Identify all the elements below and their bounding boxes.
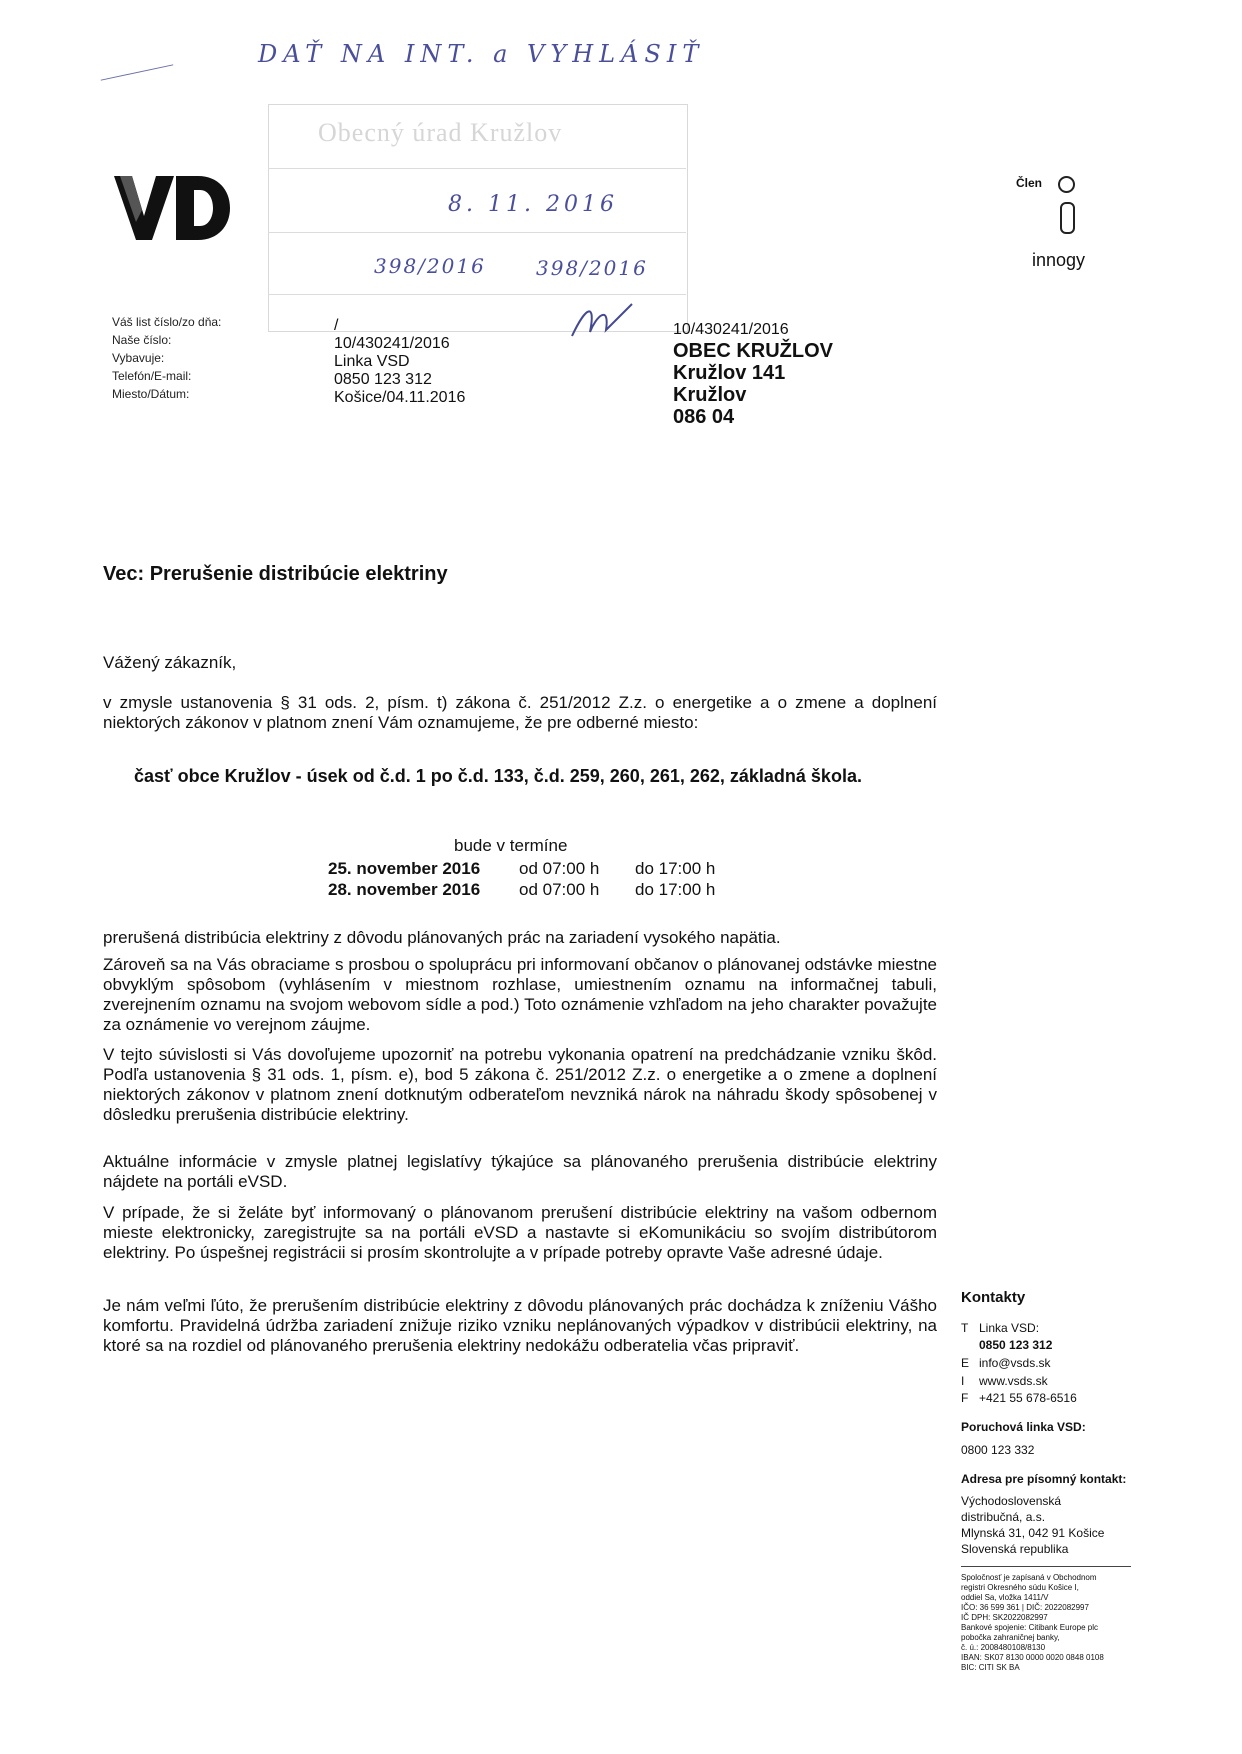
fault-line-title: Poruchová linka VSD:: [961, 1420, 1086, 1434]
time-from: od 07:00 h: [519, 880, 600, 899]
location: časť obce Kružlov - úsek od č.d. 1 po č.d. 133, č.d. 259, 260, 261, 262, základná škola.: [134, 766, 862, 786]
recipient-line: OBEC KRUŽLOV: [673, 340, 833, 362]
postal-address: Východoslovenská distribučná, a.s. Mlynská 31, 042 91 Košice Slovenská republika: [961, 1494, 1105, 1556]
innogy-brand: innogy: [1032, 250, 1086, 270]
recipient-line: 086 04: [673, 406, 735, 428]
contacts-title: Kontakty: [961, 1289, 1026, 1306]
date: 28. november 2016: [328, 880, 481, 899]
legal-info: Spoločnosť je zapísaná v Obchodnom registri Okresného súdu Košice I, oddiel Sa, vložka 1411/V IČO: 36 599 361 | DIČ: 2022082997 IČ DPH: SK2022082997 Bankové spojenie: Citibank Europe plc pobočka zahraničnej banky, č. ú.: 2008480108/8130 IBAN: SK07 8130 0000 0020 0848 0108 BIC: CITI SK BA: [961, 1573, 1104, 1672]
value-place-date: Košice/04.11.2016: [334, 389, 466, 406]
logo-icon: [114, 176, 232, 240]
handwritten-note: DAŤ NA INT. a VYHLÁSIŤ: [258, 40, 705, 68]
value-phone: 0850 123 312: [334, 371, 432, 388]
contacts-divider: [961, 1566, 1131, 1567]
term-intro: bude v termíne: [454, 836, 568, 855]
header-values: [334, 317, 465, 407]
contact-email: E info@vsds.sk: [961, 1356, 1051, 1370]
time-to: do 17:00 h: [635, 859, 716, 878]
stamp-date: 8. 11. 2016: [448, 192, 618, 217]
paragraph: V tejto súvislosti si Vás dovoľujeme upozorniť na potrebu vykonania opatrení na predchádzanie vzniku škôd. Podľa ustanovenia § 31 ods. 1, písm. e), bod 5 zákona č. 251/2012 Z.z. o energetike a o zmene a doplnení niektorých zákonov v platnom znení dotknutým odberateľom nevzniká nárok na náhradu škody spôsobenej v dôsledku prerušenia distribúcie elektriny.: [103, 1045, 937, 1124]
header-labels: [112, 313, 221, 403]
label-place-date: Miesto/Dátum:: [112, 387, 190, 401]
date: 25. november 2016: [328, 859, 481, 878]
paragraph: Je nám veľmi ľúto, že prerušením distribúcie elektriny z dôvodu plánovaných prác dochádza k zníženiu Vášho komfortu. Pravidelná údržba zariadení znižuje riziko vzniku neplánovaných výpadkov v distribúcii elektriny, na ktoré sa na rozdiel od plánovaného prerušenia elektriny nedokážu odberatelia včas pripraviť.: [103, 1296, 937, 1355]
label-our-number: Naše číslo:: [112, 333, 172, 347]
innogy-icon: [1060, 202, 1075, 234]
contact-phone-value: 0850 123 312: [979, 1338, 1053, 1352]
recipient-line: Kružlov 141: [673, 362, 786, 384]
subject: Vec: Prerušenie distribúcie elektriny: [103, 563, 448, 585]
pen-stroke: [101, 64, 174, 80]
stamp-divider: [268, 232, 686, 233]
stamp-number: 398/2016: [374, 254, 486, 278]
stamp-divider: [268, 294, 686, 295]
greeting: Vážený zákazník,: [103, 653, 237, 672]
signature: [566, 296, 638, 344]
paragraph: prerušená distribúcia elektriny z dôvodu plánovaných prác na zariadení vysokého napätia.: [103, 928, 781, 947]
paragraph: Aktuálne informácie v zmysle platnej legislatívy týkajúce sa plánovaného prerušenia distribúcie elektriny nájdete na portáli eVSD.: [103, 1152, 937, 1191]
paragraph: Zároveň sa na Vás obraciame s prosbou o spoluprácu pri informovaní občanov o plánovanej odstávke miestne obvyklým spôsobom (vyhlásením v miestnom rozhlase, umiestnením oznamu na informačnej tabuli, zverejnením oznamu na svojom webovom sídle a pod.) Toto oznámenie vzhľadom na jeho charakter považujte za oznámenie vo verejnom záujme.: [103, 955, 937, 1034]
contact-fax: F +421 55 678-6516: [961, 1391, 1077, 1405]
stamp-number: 398/2016: [536, 256, 648, 280]
value-handled-by: Linka VSD: [334, 353, 410, 370]
label-handled-by: Vybavuje:: [112, 351, 165, 365]
date-row: [328, 879, 715, 900]
time-from: od 07:00 h: [519, 859, 600, 878]
stamp-divider: [268, 168, 686, 169]
address-title: Adresa pre písomný kontakt:: [961, 1472, 1127, 1486]
time-to: do 17:00 h: [635, 880, 716, 899]
fault-line-value: 0800 123 332: [961, 1443, 1035, 1457]
date-row: [328, 858, 715, 879]
contact-phone: T Linka VSD:: [961, 1321, 1040, 1335]
member-circle-icon: [1058, 176, 1075, 193]
recipient-ref: 10/430241/2016: [673, 321, 789, 338]
paragraph: V prípade, že si želáte byť informovaný o plánovanom prerušení distribúcie elektriny na vašom odbernom mieste elektronicky, zaregistrujte sa na portáli eVSD a nastavte si eKomunikáciu so svojím distribútorom elektriny. Po úspešnej registrácii si prosím skontrolujte a v prípade potreby opravte Vaše adresné údaje.: [103, 1203, 937, 1262]
term-dates: [328, 858, 715, 900]
label-your-letter: Váš list číslo/zo dňa:: [112, 315, 222, 329]
vsd-logo: [114, 176, 232, 240]
member-label: Člen: [1016, 176, 1043, 190]
recipient-address: [673, 340, 833, 428]
recipient-line: Kružlov: [673, 384, 747, 406]
stamp-title: Obecný úrad Kružlov: [318, 118, 563, 147]
intro-paragraph: v zmysle ustanovenia § 31 ods. 2, písm. t) zákona č. 251/2012 Z.z. o energetike a o zmene a doplnení niektorých zákonov v platnom znení Vám oznamujeme, že pre odberné miesto:: [103, 693, 937, 732]
value-your-letter: /: [334, 317, 339, 334]
value-our-number: 10/430241/2016: [334, 335, 450, 352]
contact-web: I www.vsds.sk: [961, 1374, 1048, 1388]
label-phone: Telefón/E-mail:: [112, 369, 192, 383]
